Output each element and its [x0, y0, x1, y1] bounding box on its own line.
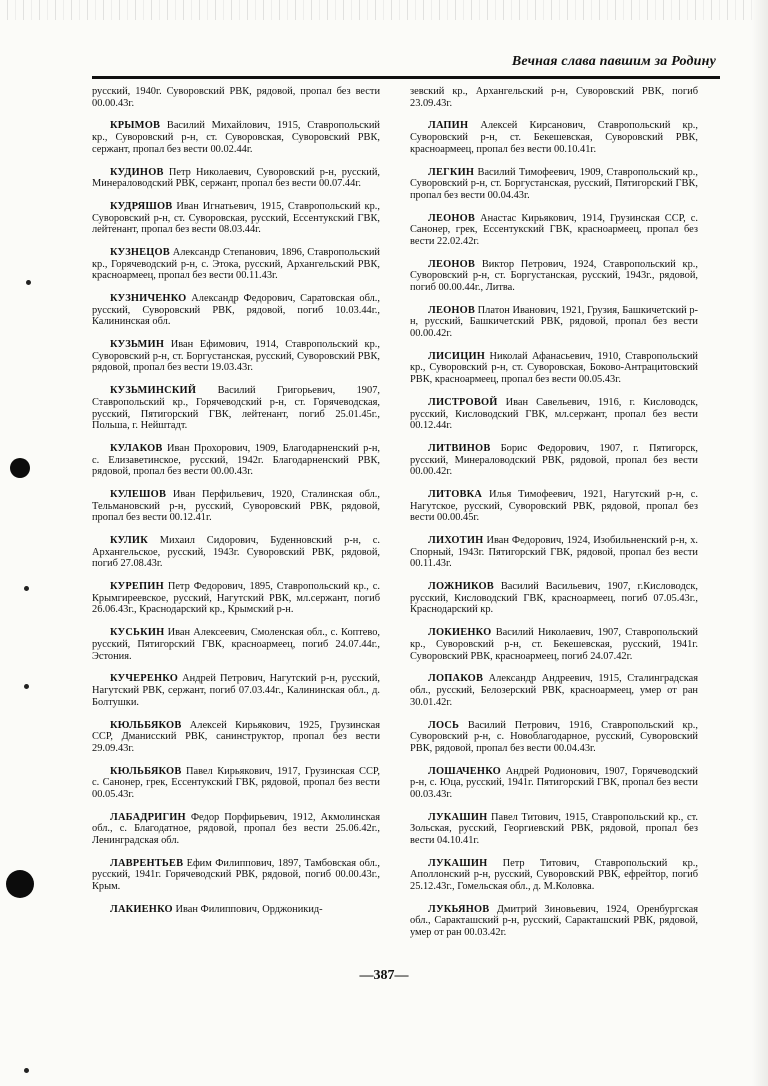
- record-entry: [92, 167, 380, 190]
- record-entry: [92, 720, 380, 755]
- record-surname: ЛИСТРОВОЙ: [428, 396, 498, 408]
- record-surname: ЛЕОНОВ: [428, 258, 476, 270]
- record-details: Александр Андреевич, 1915, Сталинградская обл., русский, Белозерский РВК, красноармеец, умер от ран 30.01.42г.: [410, 673, 698, 708]
- record-entry: [92, 293, 380, 328]
- record-surname: ЛОКИЕНКО: [428, 627, 492, 639]
- record-surname: КУСЬКИН: [110, 627, 165, 639]
- record-details: Александр Степанович, 1896, Ставропольский кр., Горячеводский р-н, с. Этока, русский, Архангельский РВК, красноармеец, пропал без вести 00.11.43г.: [92, 247, 380, 282]
- record-surname: ЛУКАШИН: [428, 811, 488, 823]
- record-details: Илья Тимофеевич, 1921, Нагутский р-н, с. Нагутское, русский, Суворовский РВК, рядовой, пропал без вести 00.00.45г.: [410, 489, 698, 524]
- record-surname: ЛУКАШИН: [428, 857, 488, 869]
- record-entry: [410, 489, 698, 524]
- record-details: Михаил Сидорович, Буденновский р-н, с. Архангельское, русский, 1943г. Суворовский РВК, рядовой, погиб 27.08.43г.: [92, 535, 380, 570]
- record-entry: [92, 812, 380, 847]
- record-details: Павел Титович, 1915, Ставропольский кр., ст. Зольская, русский, Георгиевский РВК, рядовой, пропал без вести 04.10.41г.: [410, 811, 698, 846]
- record-details: Иван Перфильевич, 1920, Сталинская обл., Тельмановский р-н, русский, Суворовский РВК, рядовой, пропал без вести 00.12.41г.: [92, 489, 380, 524]
- record-surname: КУДИНОВ: [110, 166, 164, 178]
- record-surname: КУРЕПИН: [110, 581, 164, 593]
- scan-speck-4: [24, 1068, 29, 1073]
- right-column: [410, 86, 698, 950]
- record-entry: [92, 581, 380, 616]
- record-surname: ЛУКЬЯНОВ: [428, 903, 490, 915]
- header-title: Вечная слава павшим за Родину: [511, 54, 716, 69]
- record-details: Анастас Кирьякович, 1914, Грузинская ССР, с. Санонер, грек, Ессентукский ГВК, красноармеец, пропал без вести 22.02.42г.: [410, 212, 698, 247]
- record-entry: [92, 120, 380, 155]
- record-entry: [410, 259, 698, 294]
- record-surname: КУЛИК: [110, 535, 148, 547]
- record-surname: ЛАБАДРИГИН: [110, 811, 186, 823]
- record-details: Иван Игнатьевич, 1915, Ставропольский кр., Суворовский р-н, ст. Суворовская, русский, Ессентукский ГВК, лейтенант, пропал без вести 08.03.44г.: [92, 201, 380, 236]
- record-entry: [410, 720, 698, 755]
- record-surname: КУДРЯШОВ: [110, 201, 173, 213]
- record-surname: КУЛЕШОВ: [110, 489, 167, 501]
- record-details: Платон Иванович, 1921, Грузия, Башкичетский р-н, русский, Башкичетский РВК, рядовой, пропал без вести 00.00.42г.: [410, 304, 698, 339]
- record-entry: [410, 581, 698, 616]
- record-entry: [92, 339, 380, 374]
- record-surname: КУЧЕРЕНКО: [110, 673, 179, 685]
- record-surname: КУЛАКОВ: [110, 443, 163, 455]
- scan-noise-top: [0, 0, 768, 20]
- record-surname: КРЫМОВ: [110, 120, 161, 132]
- record-details: Ефим Филиппович, 1897, Тамбовская обл., русский, 1941г. Горячеводский РВК, рядовой, погиб 00.00.43г., Крым.: [92, 857, 380, 892]
- record-surname: ЛИТВИНОВ: [428, 443, 491, 455]
- record-surname: ЛАКИЕНКО: [110, 903, 173, 915]
- record-details: Иван Алексеевич, Смоленская обл., с. Коптево, русский, Пятигорский ГВК, красноармеец, погиб 24.07.44г., Эстония.: [92, 627, 380, 662]
- record-entry: [410, 305, 698, 340]
- record-details: Петр Николаевич, Суворовский р-н, русский, Минераловодский РВК, сержант, пропал без вести 00.07.44г.: [92, 166, 380, 190]
- page-number: —387—: [359, 968, 409, 983]
- record-surname: ЛИТОВКА: [428, 489, 483, 501]
- record-entry: [410, 673, 698, 708]
- record-details: Иван Савельевич, 1916, г. Кисловодск, русский, Кисловодский ГВК, мл.сержант, пропал без вести 00.12.44г.: [410, 396, 698, 432]
- record-entry: [92, 535, 380, 570]
- record-surname: ЛИСИЦИН: [428, 350, 486, 362]
- record-details: Василий Григорьевич, 1907, Ставропольский кр., Горячеводский р-н, ст. Горячеводская, русский, Пятигорский ГВК, лейтенант, погиб 25.01.45г., Польша, г. Нейштадт.: [92, 385, 380, 432]
- scan-edge-shadow: [752, 0, 768, 1086]
- record-surname: ЛОСЬ: [428, 719, 460, 731]
- record-entry: [92, 201, 380, 236]
- record-entry: [92, 673, 380, 708]
- record-entry: [410, 858, 698, 893]
- scan-speck-3: [24, 684, 29, 689]
- record-details: Андрей Петрович, Нагутский р-н, русский, Нагутский РВК, сержант, погиб 07.03.44г., Калининская обл., д. Болтушки.: [92, 673, 380, 708]
- scan-speck-2: [24, 586, 29, 591]
- record-entry: [410, 443, 698, 478]
- record-entry: [410, 86, 698, 109]
- record-details: Иван Федорович, 1924, Изобильненский р-н, х. Спорный, 1943г. Пятигорский ГВК, рядовой, пропал без вести 00.11.43г.: [410, 535, 698, 570]
- record-surname: ЛЕОНОВ: [428, 304, 476, 316]
- record-details: Петр Титович, Ставропольский кр., Аполлонский р-н, русский, Суворовский РВК, ефрейтор, погиб 25.12.43г., Гомельская обл., д. М.Коловка.: [410, 857, 698, 892]
- record-surname: ЛОШАЧЕНКО: [428, 765, 501, 777]
- record-details: Андрей Родионович, 1907, Горячеводский р-н, с. Юца, русский, 1941г. Пятигорский ГВК, пропал без вести 00.03.43г.: [410, 765, 698, 800]
- record-entry: [410, 627, 698, 662]
- record-surname: ЛОПАКОВ: [428, 673, 484, 685]
- record-surname: ЛАПИН: [428, 120, 469, 132]
- binder-hole-1: [10, 458, 30, 478]
- scan-speck-1: [26, 280, 31, 285]
- record-details: Иван Филиппович, Орджоникид-: [172, 903, 323, 915]
- record-surname: КУЗНЕЦОВ: [110, 247, 170, 259]
- record-details: Василий Петрович, 1916, Ставропольский кр., Суворовский р-н, с. Новоблагодарное, русский, Суворовский РВК, рядовой, пропал без вести 00.04.43г.: [410, 719, 698, 754]
- record-details: Виктор Петрович, 1924, Ставропольский кр., Суворовский р-н, ст. Боргустанская, русский, 1943г., рядовой, погиб 00.00.44г., Литва.: [410, 258, 698, 293]
- record-surname: ЛИХОТИН: [428, 535, 484, 547]
- record-entry: [410, 904, 698, 939]
- record-details: Василий Николаевич, 1907, Ставропольский кр., Суворовский р-н, ст. Бекешевская, русский, 1941г. Суворовский РВК, красноармеец, погиб 24.07.42г.: [410, 627, 698, 662]
- record-entry: [92, 86, 380, 109]
- record-details: Иван Ефимович, 1914, Ставропольский кр., Суворовский р-н, ст. Боргустанская, русский, Суворовский РВК, рядовой, пропал без вести 19.03.43г.: [92, 339, 380, 374]
- record-entry: [92, 443, 380, 478]
- record-details: Алексей Кирсанович, Ставропольский кр., Суворовский р-н, ст. Бекешевская, Суворовский РВК, красноармеец, пропал без вести 00.10.41г.: [410, 120, 698, 155]
- record-entry: [410, 535, 698, 570]
- record-surname: ЛАВРЕНТЬЕВ: [110, 857, 184, 869]
- record-details: Борис Федорович, 1907, г. Пятигорск, русский, Минераловодский РВК, рядовой, пропал без вести 00.00.42г.: [410, 443, 698, 478]
- record-entry: [92, 766, 380, 801]
- record-details: Александр Федорович, Саратовская обл., русский, Суворовский РВК, рядовой, погиб 10.03.44г., Калининская обл.: [92, 293, 380, 328]
- record-details: Федор Порфирьевич, 1912, Акмолинская обл., с. Благодатное, рядовой, пропал без вести 25.06.42г., Ленинградская обл.: [92, 811, 380, 846]
- record-entry: [410, 766, 698, 801]
- page-header: [92, 54, 720, 79]
- record-details: Павел Кирьякович, 1917, Грузинская ССР, с. Санонер, грек, Ессентукский ГВК, рядовой, пропал без вести 00.05.43г.: [92, 765, 380, 800]
- record-entry: [92, 247, 380, 282]
- record-entry: [410, 351, 698, 386]
- record-entry: [92, 627, 380, 662]
- record-entry: [410, 812, 698, 847]
- record-details: Василий Михайлович, 1915, Ставропольский кр., Суворовский р-н, ст. Суворовская, Суворовский РВК, сержант, пропал без вести 00.02.44г.: [92, 120, 380, 155]
- record-entry: [92, 904, 380, 916]
- binder-hole-2: [6, 870, 34, 898]
- record-surname: ЛЕГКИН: [428, 166, 475, 178]
- record-entry: [92, 489, 380, 524]
- record-entry: [92, 385, 380, 431]
- record-entry: [410, 167, 698, 202]
- record-details: Иван Прохорович, 1909, Благодарненский р-н, с. Елизаветинское, русский, 1942г. Благодарненский РВК, рядовой, пропал без вести 00.00.43г.: [92, 443, 380, 478]
- record-entry: [410, 397, 698, 432]
- record-surname: КУЗНИЧЕНКО: [110, 293, 187, 305]
- record-details: Николай Афанасьевич, 1910, Ставропольский кр., Суворовский р-н, ст. Суворовская, Боково-Антрацитовский РВК, красноармеец, пропал без вести 00.05.43г.: [410, 350, 698, 386]
- record-details: Петр Федорович, 1895, Ставропольский кр., с. Крымгиреевское, русский, Нагутский РВК, мл.сержант, погиб 26.06.43г., Краснодарский кр., Крымский р-н.: [92, 581, 380, 616]
- record-details: русский, 1940г. Суворовский РВК, рядовой, пропал без вести 00.00.43г.: [92, 86, 380, 109]
- record-entry: [92, 858, 380, 893]
- record-surname: КУЗЬМИН: [110, 339, 165, 351]
- record-entry: [410, 120, 698, 155]
- record-details: Василий Васильевич, 1907, г.Кисловодск, русский, Кисловодский ГВК, красноармеец, погиб 07.05.43г., Краснодарский кр.: [410, 581, 698, 616]
- record-details: Дмитрий Зиновьевич, 1924, Оренбургская обл., Саракташский р-н, русский, Саракташский РВК, рядовой, умер от ран 00.03.42г.: [410, 903, 698, 938]
- record-surname: ЛЕОНОВ: [428, 212, 476, 224]
- record-surname: КЮЛЬБЯКОВ: [110, 765, 182, 777]
- record-details: зевский кр., Архангельский р-н, Суворовский РВК, погиб 23.09.43г.: [410, 86, 698, 109]
- record-details: Алексей Кирьякович, 1925, Грузинская ССР, Дманисский РВК, санинструктор, пропал без вести 29.09.43г.: [92, 719, 380, 754]
- record-details: Василий Тимофеевич, 1909, Ставропольский кр., Суворовский р-н, ст. Боргустанская, русский, Пятигорский ГВК, пропал без вести 00.04.43г.: [410, 166, 698, 201]
- record-surname: КЮЛЬБЯКОВ: [110, 719, 182, 731]
- record-surname: КУЗЬМИНСКИЙ: [110, 385, 197, 397]
- record-entry: [410, 213, 698, 248]
- record-surname: ЛОЖНИКОВ: [428, 581, 494, 593]
- left-column: [92, 86, 380, 927]
